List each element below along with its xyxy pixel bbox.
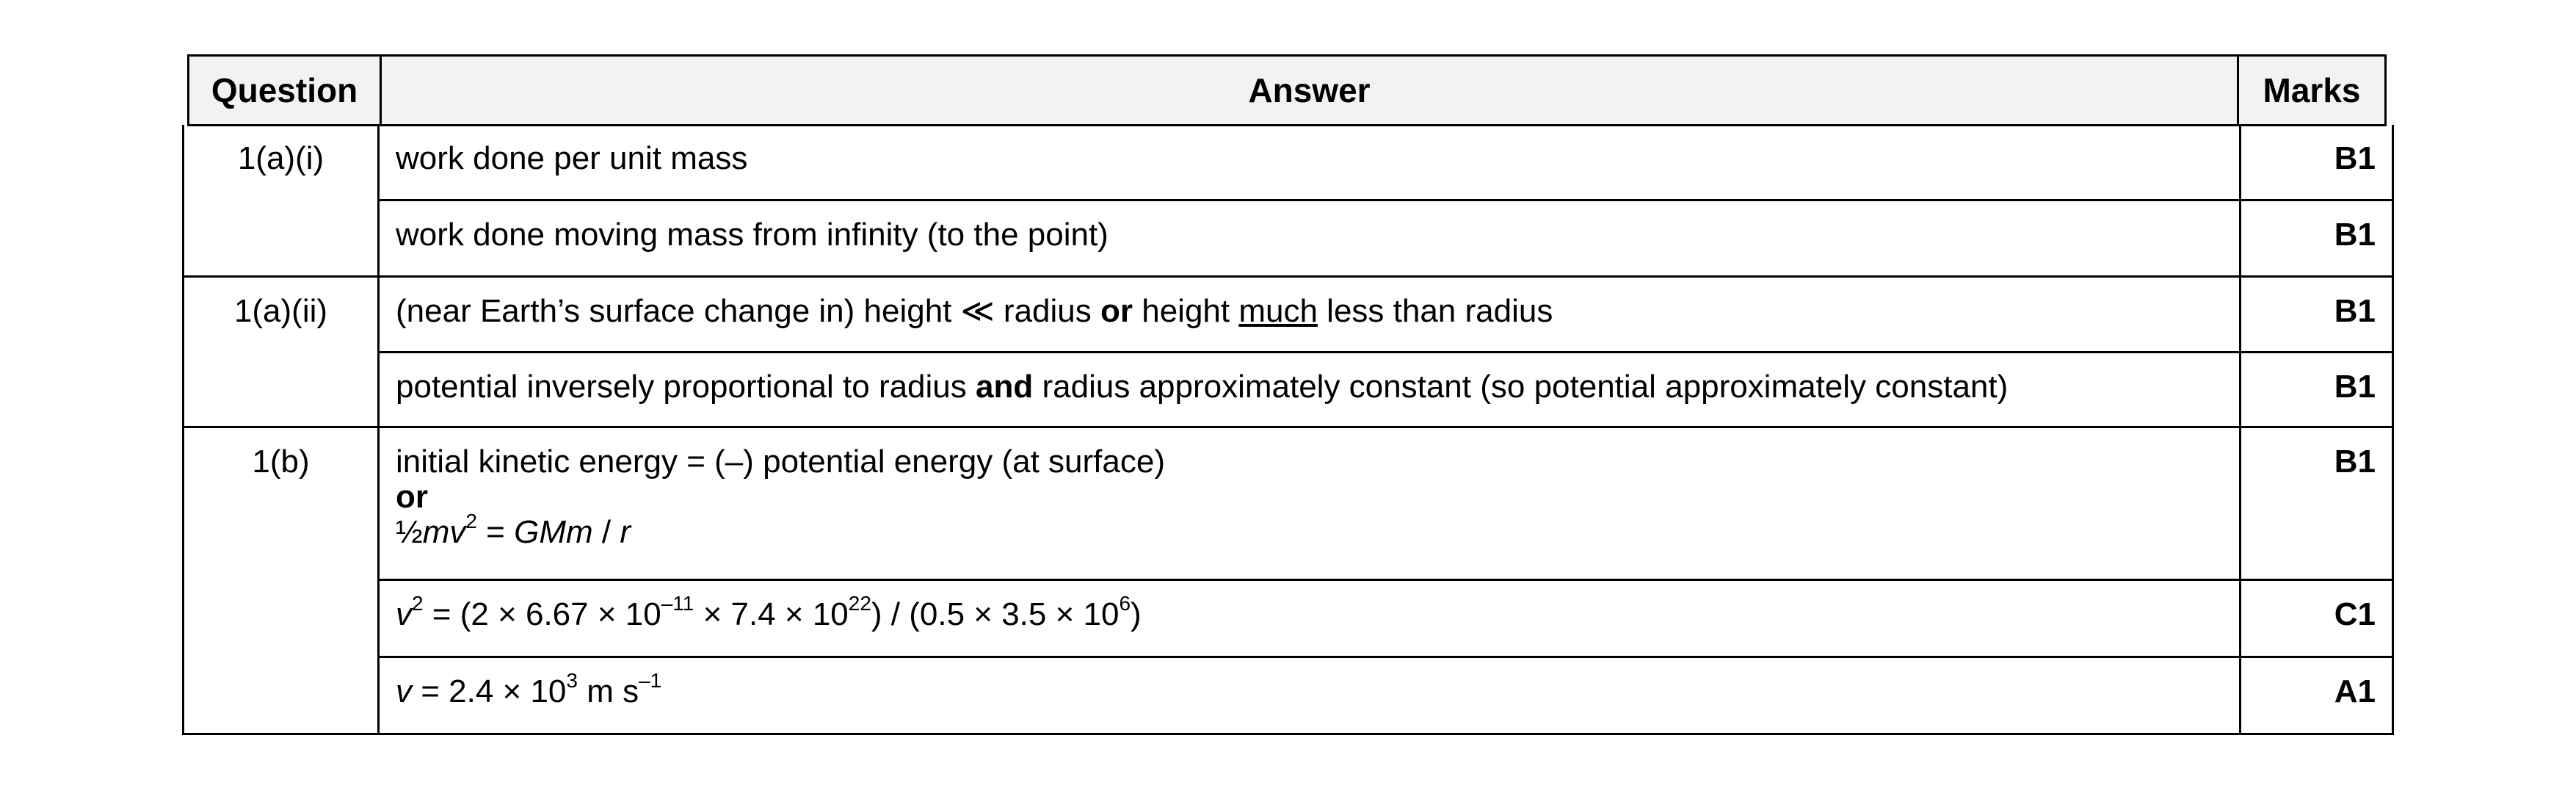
math-var: v bbox=[396, 673, 412, 709]
answer-text: potential inversely proportional to radius bbox=[396, 368, 976, 405]
math-var: GMm bbox=[514, 513, 593, 550]
table-row bbox=[184, 427, 2393, 579]
mark-cell: B1 bbox=[2241, 352, 2393, 427]
superscript: 2 bbox=[465, 509, 477, 532]
math-text: × 7.4 × 10 bbox=[694, 596, 849, 632]
table-row bbox=[184, 579, 2393, 657]
mark-cell: B1 bbox=[2241, 276, 2393, 352]
answer-equation bbox=[396, 509, 2224, 550]
table-row bbox=[184, 200, 2393, 276]
math-var: v bbox=[396, 596, 412, 632]
table-row bbox=[184, 276, 2393, 352]
math-op: / bbox=[592, 513, 620, 550]
question-number: 1(a)(i) bbox=[184, 125, 379, 276]
answer-cell: work done per unit mass bbox=[379, 125, 2241, 200]
math-op: = bbox=[476, 513, 515, 550]
mark-scheme-table bbox=[182, 125, 2394, 735]
answer-cell bbox=[379, 657, 2241, 734]
question-number: 1(a)(ii) bbox=[184, 276, 379, 427]
math-text: m s bbox=[577, 673, 639, 709]
table-row bbox=[184, 657, 2393, 734]
math-text: ) bbox=[1131, 596, 1142, 632]
mark-cell: B1 bbox=[2241, 125, 2393, 200]
mark-cell: A1 bbox=[2241, 657, 2393, 734]
answer-cell bbox=[379, 579, 2241, 657]
table-row bbox=[184, 125, 2393, 200]
answer-line: initial kinetic energy = (–) potential energy (at surface) bbox=[396, 443, 1165, 480]
math-text: = 2.4 × 10 bbox=[412, 673, 567, 709]
answer-bold-or: or bbox=[396, 478, 428, 515]
answer-text: (near Earth’s surface change in) height ≪ radius bbox=[396, 292, 1100, 329]
answer-cell bbox=[379, 276, 2241, 352]
answer-bold-or: or bbox=[1100, 292, 1133, 329]
answer-cell: work done moving mass from infinity (to the point) bbox=[379, 200, 2241, 276]
superscript: 2 bbox=[412, 591, 424, 615]
math-text: = (2 × 6.67 × 10 bbox=[423, 596, 661, 632]
answer-text: height bbox=[1133, 292, 1239, 329]
superscript: 22 bbox=[848, 591, 871, 615]
superscript: –1 bbox=[639, 668, 662, 692]
header-question: Question bbox=[189, 57, 382, 124]
superscript: –11 bbox=[661, 591, 694, 615]
answer-underline-much: much bbox=[1238, 292, 1318, 329]
superscript: 6 bbox=[1119, 591, 1131, 615]
table-row bbox=[184, 352, 2393, 427]
mark-cell: B1 bbox=[2241, 200, 2393, 276]
header-answer: Answer bbox=[382, 57, 2239, 124]
answer-cell bbox=[379, 352, 2241, 427]
mark-cell: B1 bbox=[2241, 427, 2393, 579]
math-var: r bbox=[620, 513, 631, 550]
superscript: 3 bbox=[566, 668, 578, 692]
half-symbol: ½ bbox=[396, 513, 423, 550]
math-var: mv bbox=[422, 513, 466, 550]
answer-text: radius approximately constant (so potential approximately constant) bbox=[1033, 368, 2009, 405]
table-header bbox=[187, 54, 2387, 126]
mark-cell: C1 bbox=[2241, 579, 2393, 657]
header-marks: Marks bbox=[2263, 71, 2361, 109]
math-text: ) / (0.5 × 3.5 × 10 bbox=[871, 596, 1120, 632]
answer-bold-and: and bbox=[976, 368, 1034, 405]
answer-text: less than radius bbox=[1317, 292, 1553, 329]
answer-cell bbox=[379, 427, 2241, 579]
question-number: 1(b) bbox=[184, 427, 379, 734]
